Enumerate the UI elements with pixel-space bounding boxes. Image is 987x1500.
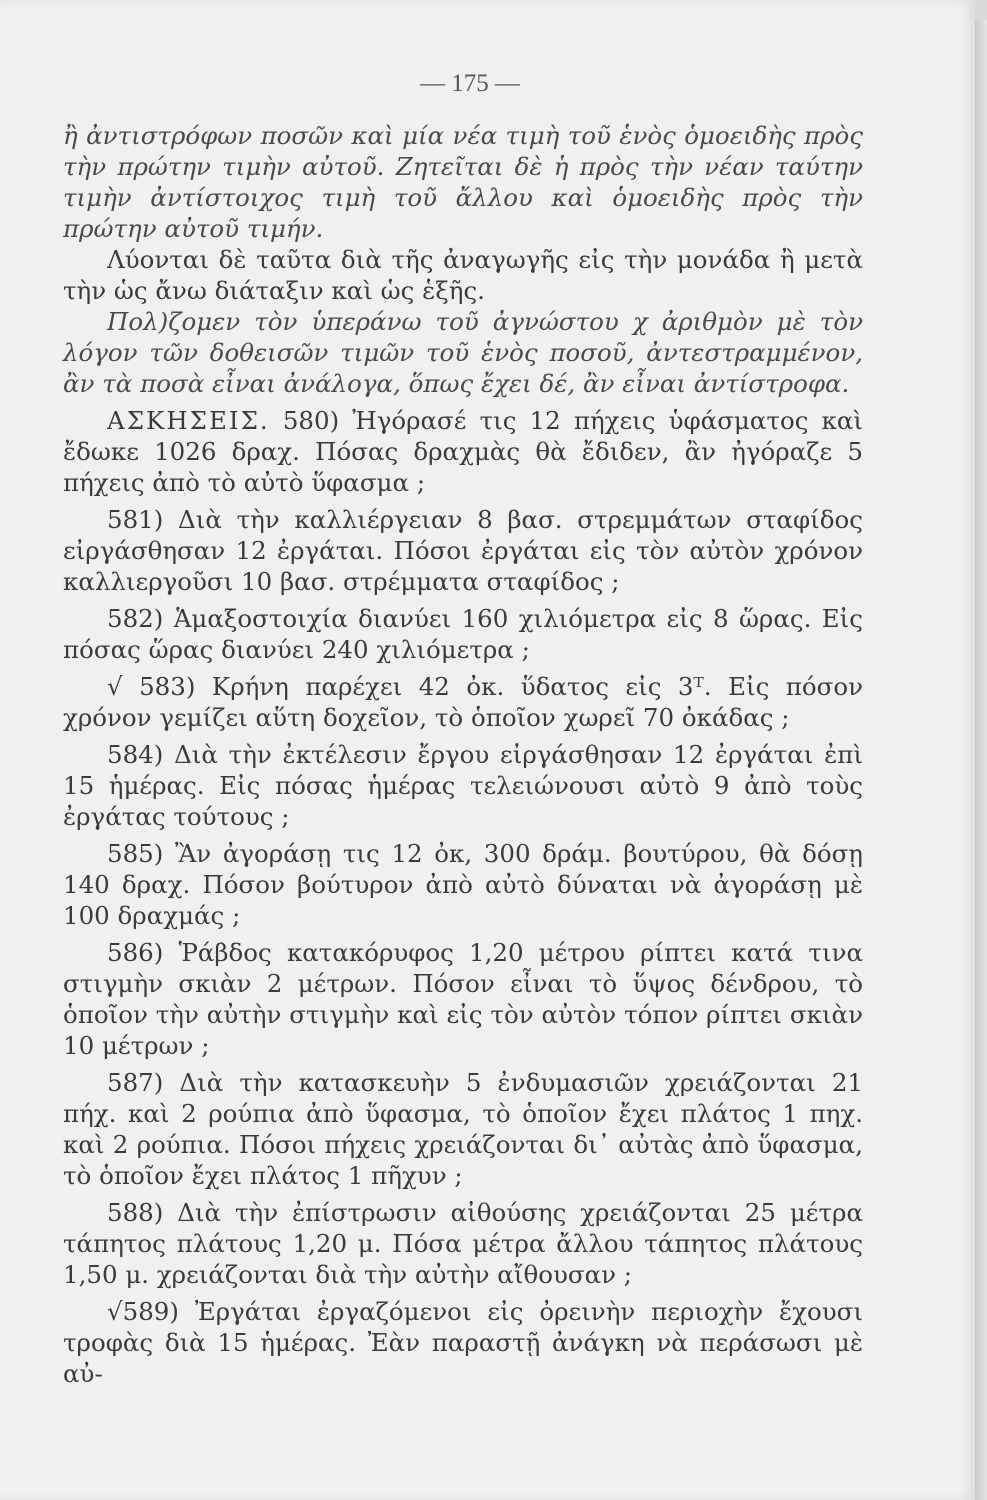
exercise-584: 584) Διὰ τὴν ἐκτέλεσιν ἔργου εἰργάσθησαν 12 ἐργάται ἐπὶ 15 ἡμέρας. Εἰς πόσας ἡμέρας τελειώνουσι αὐτὸ 9 ἀπὸ τοὺς ἐργάτας τούτους ; bbox=[63, 740, 863, 831]
page-number: — 175 — bbox=[420, 70, 520, 97]
exercises-heading: ΑΣΚΗΣΕΙΣ. bbox=[107, 406, 270, 435]
exercise-586: 586) Ῥάβδος κατακόρυφος 1,20 μέτρου ρίπτει κατά τινα στιγμὴν σκιὰν 2 μέτρων. Πόσον εἶναι τὸ ὕψος δένδρου, τὸ ὁποῖον τὴν αὐτὴν στιγμὴν καὶ εἰς τὸν αὐτὸν τόπον ρίπτει σκιὰν 10 μέτρων ; bbox=[63, 938, 863, 1060]
exercise-589: √589) Ἐργάται ἐργαζόμενοι εἰς ὀρεινὴν περιοχὴν ἔχουσι τροφὰς διὰ 15 ἡμέρας. Ἐὰν παραστῇ ἀνάγκη νὰ περάσωσι μὲ αὐ- bbox=[63, 1297, 863, 1388]
exercise-580 bbox=[63, 405, 863, 498]
exercise-587: 587) Διὰ τὴν κατασκευὴν 5 ἐνδυμασιῶν χρειάζονται 21 πήχ. καὶ 2 ρούπια ἀπὸ ὕφασμα, τὸ ὁποῖον ἔχει πλάτος 1 πηχ. καὶ 2 ρούπια. Πόσοι πήχεις χρειάζονται δι᾿ αὐτὰς ἀπὸ ὕφασμα, τὸ ὁποῖον ἔχει πλάτος 1 πῆχυν ; bbox=[63, 1068, 863, 1190]
exercise-585: 585) Ἂν ἀγοράσῃ τις 12 ὀκ, 300 δράμ. βουτύρου, θὰ δόσῃ 140 δραχ. Πόσον βούτυρον ἀπὸ αὐτὸ δύναται νὰ ἀγοράσῃ μὲ 100 δραχμάς ; bbox=[63, 839, 863, 930]
exercise-581: 581) Διὰ τὴν καλλιέργειαν 8 βασ. στρεμμάτων σταφίδος εἰργάσθησαν 12 ἐργάται. Πόσοι ἐργάται εἰς τὸν αὐτὸν χρόνον καλλιεργοῦσι 10 βασ. στρέμματα σταφίδος ; bbox=[63, 505, 863, 596]
exercise-582: 582) Ἁμαξοστοιχία διανύει 160 χιλιόμετρα εἰς 8 ὥρας. Εἰς πόσας ὥρας διανύει 240 χιλιόμετρα ; bbox=[63, 604, 863, 664]
rule-paragraph: Πολ)ζομεν τὸν ὑπεράνω τοῦ ἀγνώστου χ ἀριθμὸν μὲ τὸν λόγον τῶν δοθεισῶν τιμῶν τοῦ ἑνὸς ποσοῦ, ἀντεστραμμένον, ἂν τὰ ποσὰ εἶναι ἀνάλογα, ὅπως ἔχει δέ, ἂν εἶναι ἀντίστροφα. bbox=[63, 307, 863, 398]
intro-paragraph: ἢ ἀντιστρόφων ποσῶν καὶ μία νέα τιμὴ τοῦ ἑνὸς ὁμοειδὴς πρὸς τὴν πρώτην τιμὴν αὐτοῦ. Ζητεῖται δὲ ἡ πρὸς τὴν νέαν ταύτην τιμὴν ἀντίστοιχος τιμὴ τοῦ ἄλλου καὶ ὁμοειδὴς πρὸς τὴν πρώτην αὐτοῦ τιμήν. bbox=[63, 121, 863, 243]
exercise-583: √ 583) Κρήνη παρέχει 42 ὀκ. ὕδατος εἰς 3ᵀ. Εἰς πόσον χρόνον γεμίζει αὕτη δοχεῖον, τὸ ὁποῖον χωρεῖ 70 ὀκάδας ; bbox=[63, 672, 863, 732]
solution-paragraph: Λύονται δὲ ταῦτα διὰ τῆς ἀναγωγῆς εἰς τὴν μονάδα ἢ μετὰ τὴν ὡς ἄνω διάταξιν καὶ ὡς ἑξῆς. bbox=[63, 245, 863, 305]
exercise-588: 588) Διὰ τὴν ἐπίστρωσιν αἰθούσης χρειάζονται 25 μέτρα τάπητος πλάτους 1,20 μ. Πόσα μέτρα ἄλλου τάπητος πλάτους 1,50 μ. χρειάζονται διὰ τὴν αὐτὴν αἴθουσαν ; bbox=[63, 1198, 863, 1289]
page-body bbox=[63, 120, 863, 1389]
page-edge bbox=[975, 20, 987, 1500]
exercise-text: 580) Ἠγόρασέ τις 12 πήχεις ὑφάσματος καὶ ἔδωκε 1026 δραχ. Πόσας δραχμὰς θὰ ἔδιδεν, ἂν ἠγόραζε 5 πήχεις ἀπὸ τὸ αὐτὸ ὕφασμα ; bbox=[63, 406, 863, 497]
